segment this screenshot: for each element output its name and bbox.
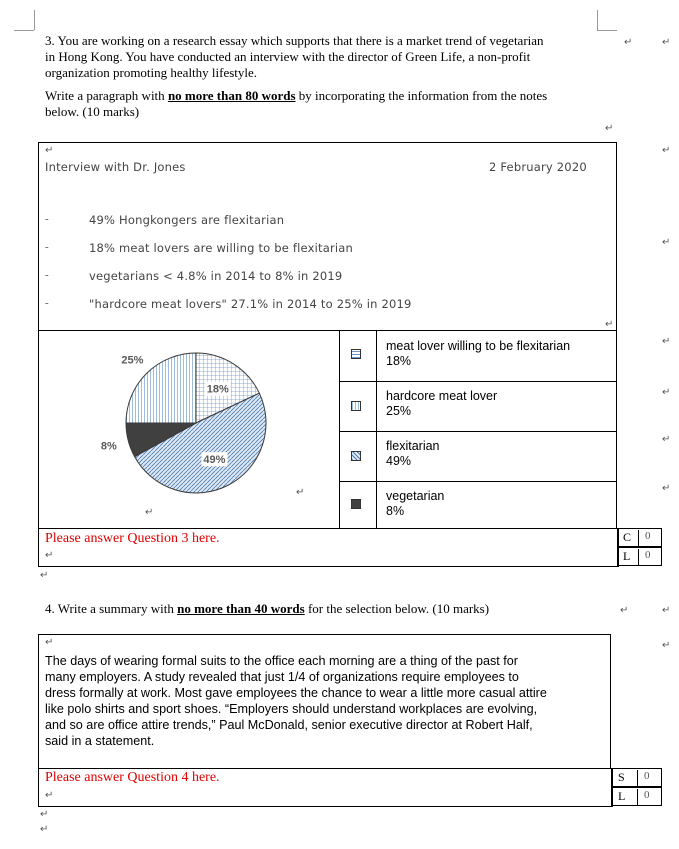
- score-value: 0: [645, 530, 651, 542]
- return-mark: ↵: [662, 145, 671, 156]
- legend-name: hardcore meat lover: [386, 389, 498, 403]
- word-limit: no more than 80 words: [167, 88, 296, 103]
- q3-line-3: organization promoting healthy lifestyle.: [45, 65, 258, 80]
- passage-line: many employers. A study revealed that just 1/4 of organizations require employees to: [45, 670, 519, 684]
- legend-value: 25%: [386, 404, 412, 418]
- score-cell-l[interactable]: [617, 547, 662, 566]
- score-label: L: [623, 549, 631, 563]
- legend-value: 8%: [386, 504, 405, 518]
- passage-line: said in a statement.: [45, 734, 155, 748]
- q4-word-limit: no more than 40 words: [177, 601, 305, 616]
- return-mark: ↵: [662, 387, 671, 398]
- q4-pre: 4. Write a summary with: [45, 601, 178, 616]
- crop-mark-right-h: [597, 30, 617, 31]
- legend-row: [339, 381, 616, 432]
- instr-post: by incorporating the information from the notes: [295, 88, 548, 103]
- return-mark: ↵: [662, 640, 671, 651]
- return-mark: ↵: [662, 483, 671, 494]
- return-mark: ↵: [624, 37, 633, 48]
- instr-line-2: below. (10 marks): [45, 104, 140, 119]
- score-value: 0: [645, 549, 651, 561]
- return-mark: ↵: [40, 824, 49, 835]
- note-item: - 18% meat lovers are willing to be flexitarian: [45, 241, 354, 255]
- interview-notes-box: [38, 142, 617, 331]
- note-item: - 49% Hongkongers are flexitarian: [45, 213, 285, 227]
- notes-date: 2 February 2020: [489, 160, 587, 174]
- instr-pre: Write a paragraph with: [45, 88, 168, 103]
- crop-mark-right: [597, 10, 598, 30]
- score-cell-l2[interactable]: [611, 787, 662, 806]
- score-cell-s[interactable]: [611, 768, 662, 787]
- legend-swatch-diagonal: [351, 451, 361, 461]
- question-3-text: [45, 33, 615, 81]
- score-value: 0: [644, 770, 650, 782]
- note-text: 18% meat lovers are willing to be flexitarian: [89, 241, 354, 255]
- answer-prompt-q4: Please answer Question 4 here.: [45, 770, 220, 785]
- pie-data-label: 49%: [203, 454, 226, 467]
- question-3-instruction: [45, 88, 615, 120]
- question-4-text: [45, 601, 625, 617]
- return-mark: ↵: [40, 809, 49, 820]
- legend-row: [339, 331, 616, 382]
- note-item: - "hardcore meat lovers" 27.1% in 2014 to 25% in 2019: [45, 297, 412, 311]
- return-mark: ↵: [662, 37, 671, 48]
- legend-swatch-solid: [351, 499, 361, 509]
- return-mark: ↵: [620, 605, 629, 616]
- passage-line: and so are office attire trends,” Paul McDonald, senior executive director at Robert Half,: [45, 718, 533, 732]
- score-value: 0: [644, 789, 650, 801]
- chart-table: [38, 330, 617, 529]
- return-mark: ↵: [662, 434, 671, 445]
- chart-cell: [39, 331, 340, 528]
- legend-value: 18%: [386, 354, 412, 368]
- return-mark: ↵: [662, 237, 671, 248]
- note-text: "hardcore meat lovers" 27.1% in 2014 to 25% in 2019: [89, 297, 412, 311]
- return-mark: ↵: [662, 605, 671, 616]
- passage-line: dress formally at work. Most gave employees the chance to wear a little more casual attire: [45, 686, 547, 700]
- return-mark: ↵: [145, 507, 154, 518]
- return-mark: ↵: [45, 790, 54, 801]
- legend-row: [339, 431, 616, 482]
- note-text: vegetarians < 4.8% in 2014 to 8% in 2019: [89, 269, 343, 283]
- return-mark: ↵: [40, 570, 49, 581]
- return-mark: ↵: [296, 487, 305, 498]
- legend-name: vegetarian: [386, 489, 445, 503]
- answer-prompt-q3: Please answer Question 3 here.: [45, 531, 220, 546]
- crop-mark-left: [34, 10, 35, 30]
- pie-data-label: 25%: [121, 354, 144, 367]
- answer-area-q3[interactable]: [38, 528, 619, 567]
- crop-mark-left-h: [14, 30, 34, 31]
- note-item: - vegetarians < 4.8% in 2014 to 8% in 2019: [45, 269, 343, 283]
- passage-line: like polo shirts and sport shoes. “Employers should understand workplaces are evolving,: [45, 702, 538, 716]
- legend-swatch-vertical: [351, 401, 361, 411]
- return-mark: ↵: [605, 123, 614, 134]
- legend-value: 49%: [386, 454, 412, 468]
- return-mark: ↵: [662, 336, 671, 347]
- score-label: S: [618, 770, 625, 784]
- legend-name: flexitarian: [386, 439, 440, 453]
- q3-line-1: 3. You are working on a research essay which supports that there is a market trend of vegetarian: [45, 33, 544, 48]
- legend-swatch-grid: [351, 349, 361, 359]
- score-label: L: [618, 789, 626, 803]
- notes-list: [39, 213, 599, 325]
- return-mark: ↵: [45, 637, 54, 648]
- return-mark: ↵: [45, 550, 54, 561]
- legend-name: meat lover willing to be flexitarian: [386, 339, 571, 353]
- pie-chart: [39, 331, 339, 528]
- passage-line: The days of wearing formal suits to the office each morning are a thing of the past for: [45, 654, 518, 668]
- passage-text: [45, 653, 605, 749]
- note-text: 49% Hongkongers are flexitarian: [89, 213, 285, 227]
- pie-data-label: 18%: [206, 383, 229, 396]
- return-mark: ↵: [605, 319, 614, 330]
- q3-line-2: in Hong Kong. You have conducted an interview with the director of Green Life, a non-profit: [45, 49, 531, 64]
- return-mark: ↵: [45, 145, 54, 156]
- legend-row: [339, 481, 616, 528]
- passage-box: [38, 634, 611, 769]
- notes-title: Interview with Dr. Jones: [45, 160, 186, 174]
- score-label: C: [623, 530, 632, 544]
- pie-data-label: 8%: [100, 440, 117, 453]
- score-cell-c[interactable]: [617, 528, 662, 547]
- q4-post: for the selection below. (10 marks): [304, 601, 490, 616]
- answer-area-q4[interactable]: [38, 768, 613, 807]
